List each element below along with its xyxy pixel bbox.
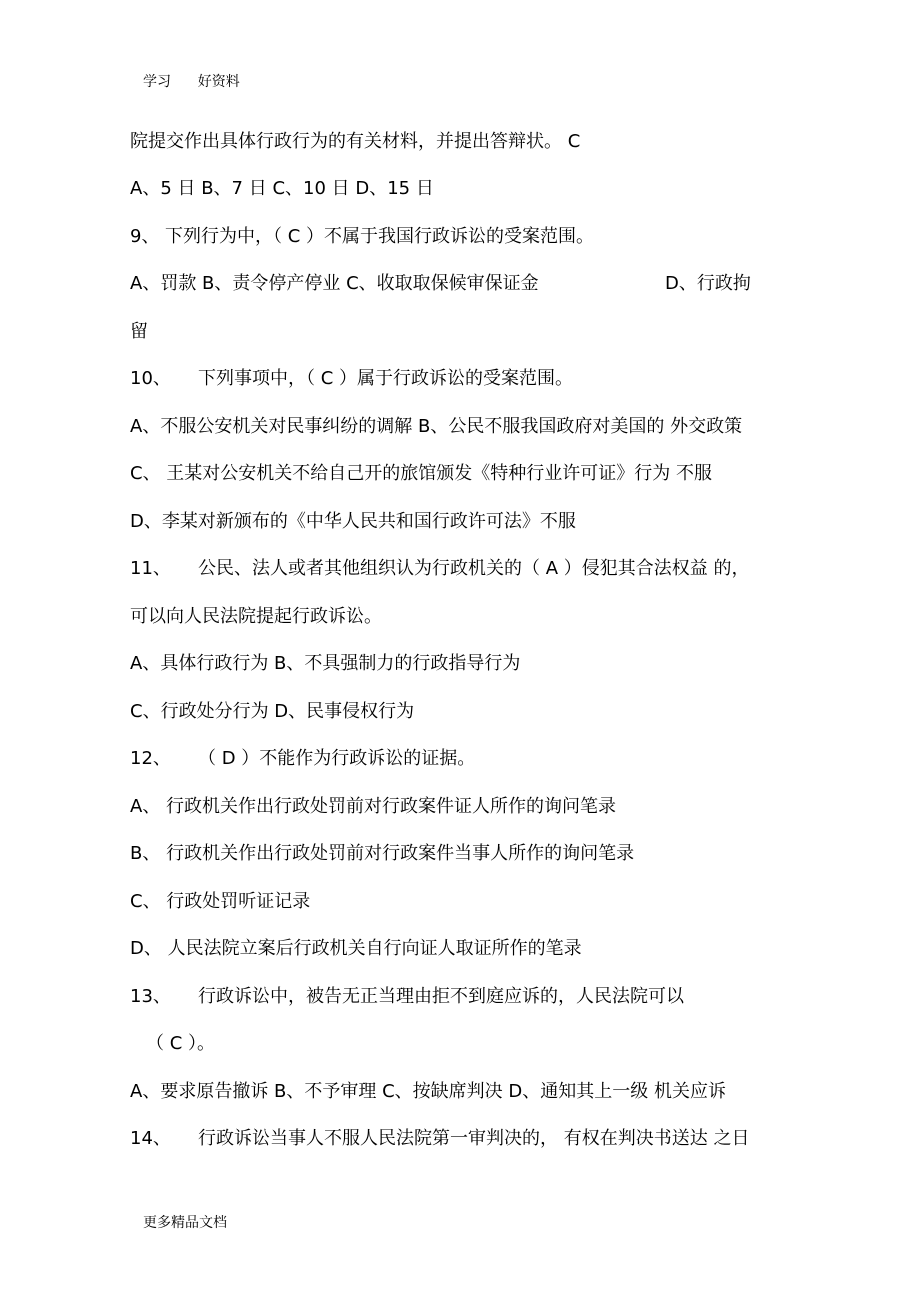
question-12 [130, 746, 475, 772]
question-text: 下列行为中，（ C ）不属于我国行政诉讼的受案范围。 [165, 226, 595, 247]
text-line: 院提交作出具体行政行为的有关材料，并提出答辩状。 C [130, 131, 581, 152]
page-header [143, 72, 240, 92]
option-line: C、 行政处罚听证记录 [130, 891, 311, 912]
text-line: 可以向人民法院提起行政诉讼。 [130, 606, 382, 627]
option-line: A、罚款 B、责令停产停业 C、收取取保候审保证金 [130, 273, 539, 294]
question-text: 行政诉讼当事人不服人民法院第一审判决的， 有权在判决书送达 之日 [198, 1128, 750, 1149]
question-11 [130, 556, 749, 582]
question-text: 下列事项中，（ C ）属于行政诉讼的受案范围。 [198, 368, 574, 389]
option-line: B、 行政机关作出行政处罚前对行政案件当事人所作的询问笔录 [130, 843, 635, 864]
page-footer: 更多精品文档 [143, 1215, 227, 1231]
question-text: 行政诉讼中，被告无正当理由拒不到庭应诉的，人民法院可以 [198, 986, 684, 1007]
option-line: A、要求原告撤诉 B、不予审理 C、按缺席判决 D、通知其上一级 机关应诉 [130, 1081, 726, 1102]
header-left: 学习 [143, 74, 171, 90]
question-14 [130, 1126, 749, 1152]
option-line: D、行政拘 [665, 273, 751, 294]
option-line: C、行政处分行为 D、民事侵权行为 [130, 701, 415, 722]
question-9 [130, 224, 594, 250]
header-right: 好资料 [197, 74, 240, 90]
question-number: 14、 [130, 1128, 171, 1149]
option-line: D、 人民法院立案后行政机关自行向证人取证所作的笔录 [130, 938, 582, 959]
option-line: 留 [130, 321, 148, 342]
option-line: C、 王某对公安机关不给自己开的旅馆颁发《特种行业许可证》行为 不服 [130, 463, 713, 484]
option-line: A、具体行政行为 B、不具强制力的行政指导行为 [130, 653, 521, 674]
question-number: 9、 [130, 226, 160, 247]
text-line: （ C ）。 [146, 1033, 216, 1054]
question-text: （ D ）不能作为行政诉讼的证据。 [198, 748, 476, 769]
question-number: 10、 [130, 368, 171, 389]
option-line: A、 行政机关作出行政处罚前对行政案件证人所作的询问笔录 [130, 796, 617, 817]
question-10 [130, 366, 573, 392]
question-number: 13、 [130, 986, 171, 1007]
option-line: A、5 日 B、7 日 C、10 日 D、15 日 [130, 178, 434, 199]
option-line: D、李某对新颁布的《中华人民共和国行政许可法》不服 [130, 511, 576, 532]
question-text: 公民、法人或者其他组织认为行政机关的（ A ）侵犯其合法权益 的， [198, 558, 750, 579]
question-13 [130, 984, 684, 1010]
question-number: 11、 [130, 558, 171, 579]
option-line: A、不服公安机关对民事纠纷的调解 B、公民不服我国政府对美国的 外交政策 [130, 416, 743, 437]
question-number: 12、 [130, 748, 171, 769]
